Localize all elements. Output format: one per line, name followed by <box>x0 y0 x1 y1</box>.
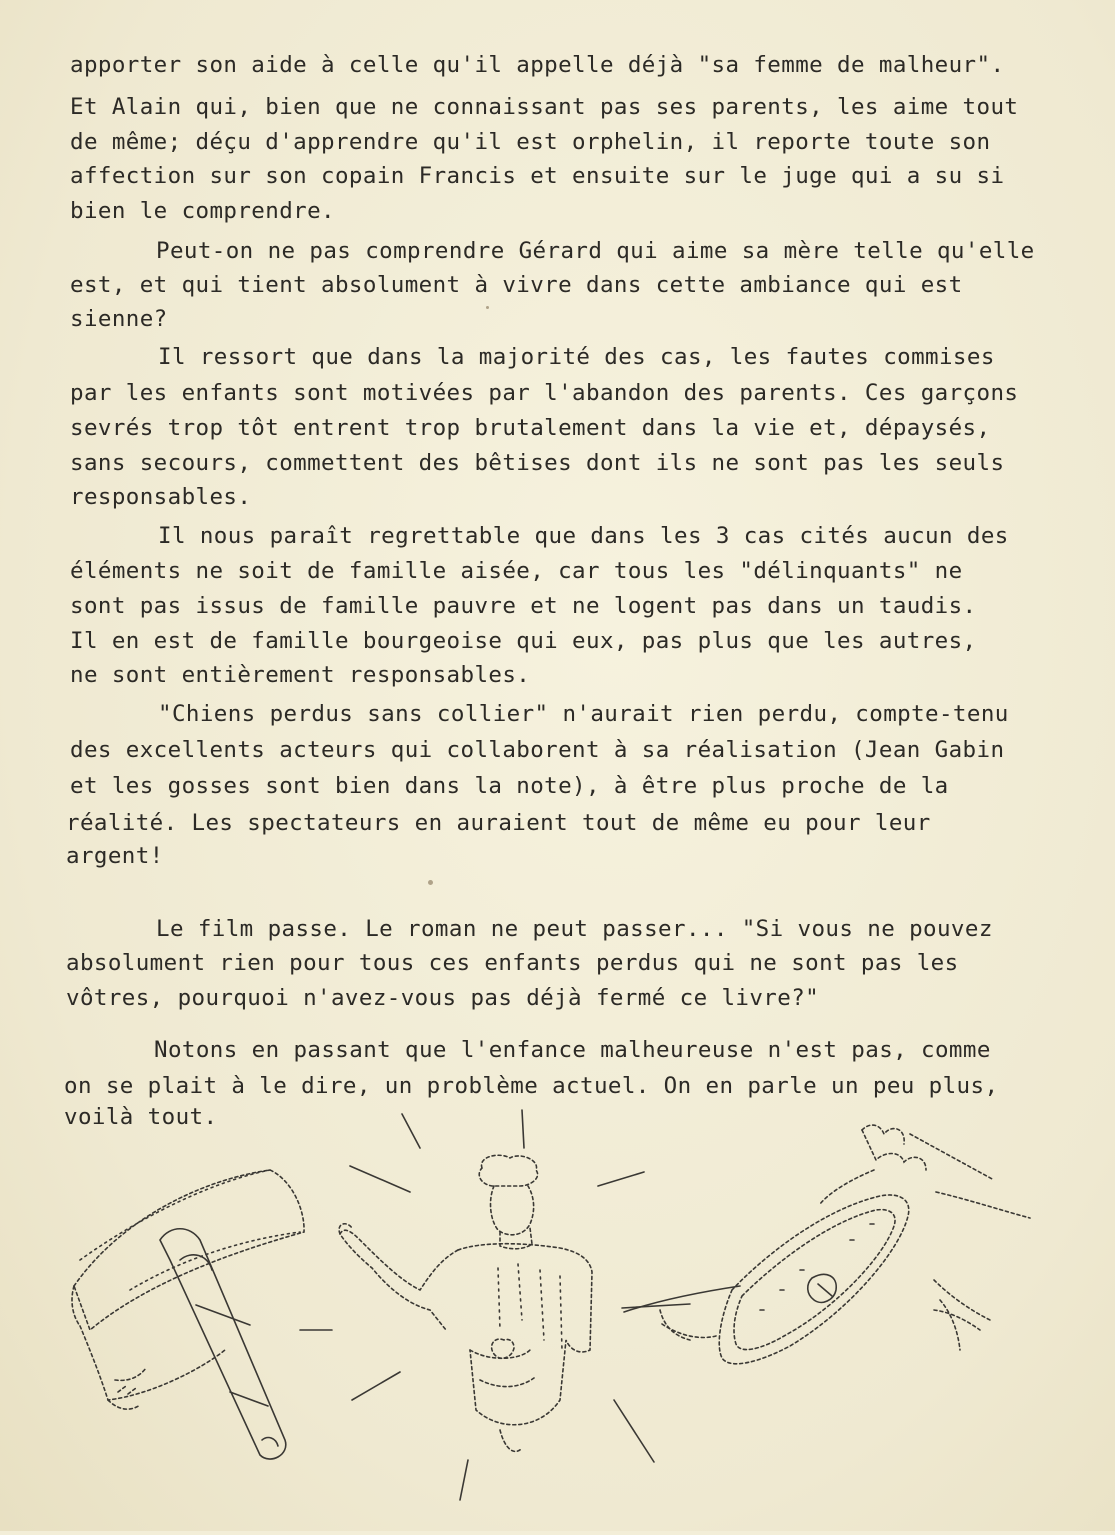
hat-with-sausage-drawing-icon <box>72 1170 304 1459</box>
illustration-strip <box>0 1100 1115 1531</box>
text-line-22: réalité. Les spectateurs en auraient tout de même eu pour leur <box>66 810 931 836</box>
ink-speck <box>486 306 489 309</box>
text-line-6: Peut-on ne pas comprendre Gérard qui aime sa mère telle qu'elle <box>156 238 1035 264</box>
text-line-23: argent! <box>66 843 164 869</box>
text-line-27: Notons en passant que l'enfance malheureuse n'est pas, comme <box>154 1037 991 1063</box>
text-line-11: sevrés trop tôt entrent trop brutalement dans la vie et, dépaysés, <box>70 415 991 441</box>
text-line-26: vôtres, pourquoi n'avez-vous pas déjà fermé ce livre?" <box>66 985 820 1011</box>
text-line-9: Il ressort que dans la majorité des cas, les fautes commises <box>158 344 995 370</box>
text-line-4: affection sur son copain Francis et ensuite sur le juge qui a su si <box>70 163 1005 189</box>
text-line-14: Il nous paraît regrettable que dans les 3 cas cités aucun des <box>158 523 1009 549</box>
chef-figure-drawing-icon <box>300 1110 690 1500</box>
text-line-5: bien le comprendre. <box>70 198 335 224</box>
text-line-25: absolument rien pour tous ces enfants perdus qui ne sont pas les <box>66 950 959 976</box>
text-line-7: est, et qui tient absolument à vivre dans cette ambiance qui est <box>70 272 963 298</box>
text-line-2: Et Alain qui, bien que ne connaissant pas ses parents, les aime tout <box>70 94 1019 120</box>
text-line-16: sont pas issus de famille pauvre et ne logent pas dans un taudis. <box>70 593 977 619</box>
text-line-13: responsables. <box>70 484 252 510</box>
text-line-1: apporter son aide à celle qu'il appelle déjà "sa femme de malheur". <box>70 52 1005 78</box>
text-line-24: Le film passe. Le roman ne peut passer... "Si vous ne pouvez <box>156 916 993 942</box>
text-line-10: par les enfants sont motivées par l'abandon des parents. Ces garçons <box>70 380 1019 406</box>
text-line-19: "Chiens perdus sans collier" n'aurait rien perdu, compte-tenu <box>158 701 1009 727</box>
text-line-20: des excellents acteurs qui collaborent à sa réalisation (Jean Gabin <box>70 737 1005 763</box>
ink-speck <box>428 880 433 885</box>
text-line-3: de même; déçu d'apprendre qu'il est orphelin, il reporte toute son <box>70 129 991 155</box>
text-line-17: Il en est de famille bourgeoise qui eux, pas plus que les autres, <box>70 628 977 654</box>
text-line-12: sans secours, commettent des bêtises dont ils ne sont pas les seuls <box>70 450 1005 476</box>
text-line-15: éléments ne soit de famille aisée, car tous les "délinquants" ne <box>70 558 963 584</box>
hand-holding-collar-drawing-icon <box>624 1125 1030 1364</box>
text-line-18: ne sont entièrement responsables. <box>70 662 531 688</box>
text-line-29: voilà tout. <box>64 1104 218 1130</box>
text-line-28: on se plait à le dire, un problème actuel. On en parle un peu plus, <box>64 1073 999 1099</box>
text-line-8: sienne? <box>70 306 168 332</box>
text-line-21: et les gosses sont bien dans la note), à être plus proche de la <box>70 773 949 799</box>
